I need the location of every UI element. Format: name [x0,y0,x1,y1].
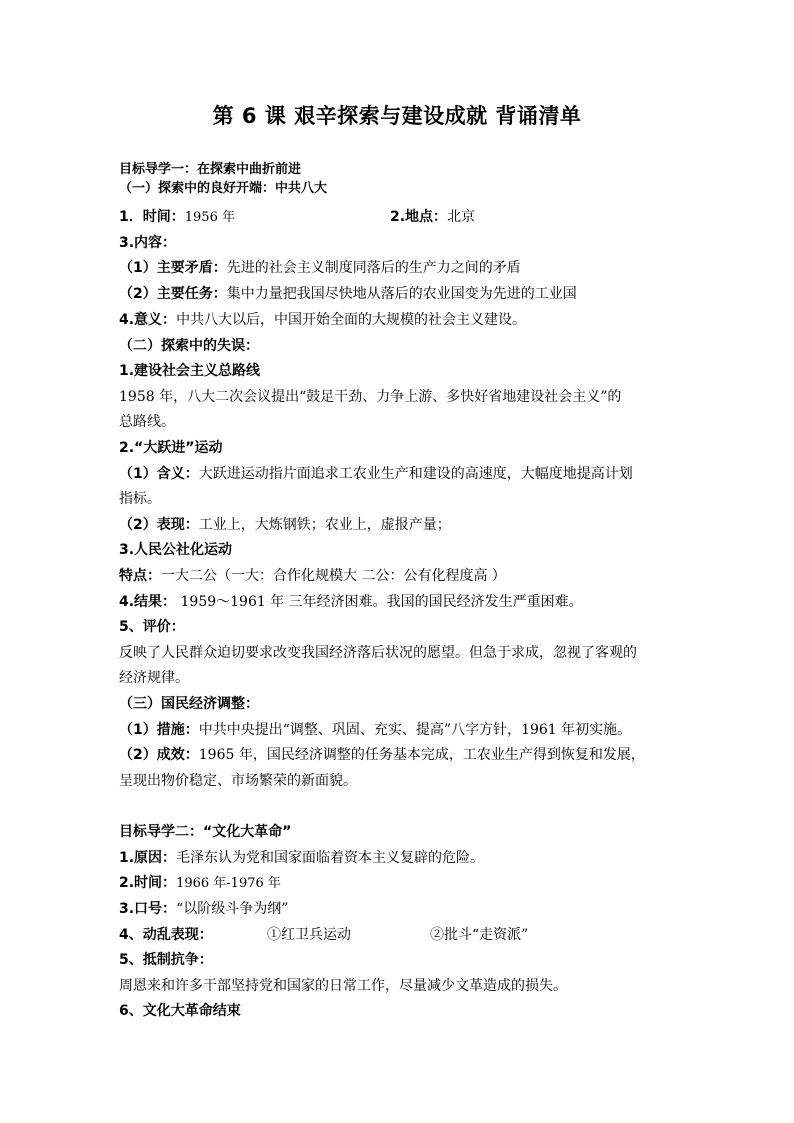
evaluation-text-2: 经济规律。 [119,670,189,686]
leap-show-value: 工业上，大炼钢铁；农业上，虚报产量； [198,517,451,533]
evaluation-label: 5、评价： [119,619,185,635]
effect-line-2: 呈现出物价稳定、市场繁荣的新面貌。 [119,773,357,789]
chaos-label: 4、动乱表现： [119,927,213,943]
leap-meaning-label: （1）含义： [119,466,199,482]
commune-heading: 3.人民公社化运动 [119,542,233,558]
reason-label: 1.原因： [119,850,177,866]
general-line-heading: 1.建设社会主义总路线 [119,363,261,379]
effect-label: （2）成效： [119,747,199,763]
chaos-item-struggle: ②批斗“走资派” [430,927,529,943]
general-line-text-1: 1958 年，八大二次会议提出“鼓足干劲、力争上游、多快好省地建设社会主义”的 [119,389,622,405]
place-value: 北京 [447,209,476,225]
time-value: 1956 年 [184,210,235,225]
meaning-line [119,311,526,329]
feature-line [119,567,506,585]
great-leap-heading: 2.“大跃进”运动 [119,440,223,456]
sec2-heading: （二）探索中的失误： [119,338,259,354]
time-line [119,208,235,227]
slogan-line [119,900,288,918]
end-label: 6、文化大革命结束 [119,1003,241,1019]
evaluation-text-1: 反映了人民群众迫切要求改变我国经济落后状况的愿望。但急于求成，忽视了客观的 [119,645,637,661]
slogan-label: 3.口号： [119,901,177,917]
task-value: 集中力量把我国尽快地从落后的农业国变为先进的工业国 [226,286,577,302]
part2-heading: 目标导学二：“文化大革命” [119,824,292,840]
reason-line [119,849,484,867]
leap-meaning-line-2: 指标。 [119,491,161,507]
contradiction-line [119,259,521,277]
leap-show-line [119,516,451,534]
meaning-label: 4.意义： [119,312,177,328]
result-line [119,593,583,611]
contradiction-value: 先进的社会主义制度同落后的生产力之间的矛盾 [226,260,521,276]
leap-meaning-line [119,465,633,483]
effect-line [119,746,645,764]
sec1-heading: （一）探索中的良好开端：中共八大 [119,181,328,196]
result-label: 4.结果： [119,594,177,610]
page-title: 第 6 课 艰辛探索与建设成就 背诵清单 [212,104,582,128]
result-value: 1959～1961 年 三年经济困难。我国的国民经济发生严重困难。 [176,594,583,610]
leap-show-label: （2）表现： [119,517,199,533]
slogan-value: “以阶级斗争为纲” [176,901,289,917]
task-line [119,285,577,303]
leap-meaning-value: 大跃进运动指片面追求工农业生产和建设的高速度，大幅度地提高计划 [198,466,633,482]
content-label: 3.内容： [119,235,177,251]
sec3-heading: （三）国民经济调整： [119,696,259,712]
time-label: 1．时间： [119,209,185,225]
part1-heading: 目标导学一：在探索中曲折前进 [119,162,302,177]
reason-value: 毛泽东认为党和国家面临着资本主义复辟的危险。 [176,850,485,866]
resist-value: 周恩来和许多干部坚持党和国家的日常工作，尽量减少文革造成的损失。 [119,978,567,994]
place-label: 2.地点： [390,209,448,225]
contradiction-label: （1）主要矛盾： [119,260,227,276]
feature-value: 一大二公（一大：合作化规模大 二公：公有化程度高 ） [161,568,506,584]
meaning-value: 中共八大以后，中国开始全面的大规模的社会主义建设。 [176,312,527,328]
resist-label: 5、抵制抗争： [119,952,213,968]
measure-line [119,721,631,739]
general-line-text-2: 总路线。 [119,414,175,430]
period-line [119,874,281,893]
effect-value: 1965 年，国民经济调整的任务基本完成，工农业生产得到恢复和发展， [198,747,645,763]
measure-value: 中共中央提出“调整、巩固、充实、提高”八字方针，1961 年初实施。 [198,722,632,738]
feature-label: 特点： [119,568,161,584]
chaos-item-red-guards: ①红卫兵运动 [267,927,351,943]
task-label: （2）主要任务： [119,286,227,302]
place-line [390,208,475,226]
period-label: 2.时间： [119,875,177,891]
period-value: 1966 年-1976 年 [176,876,281,891]
measure-label: （1）措施： [119,722,199,738]
